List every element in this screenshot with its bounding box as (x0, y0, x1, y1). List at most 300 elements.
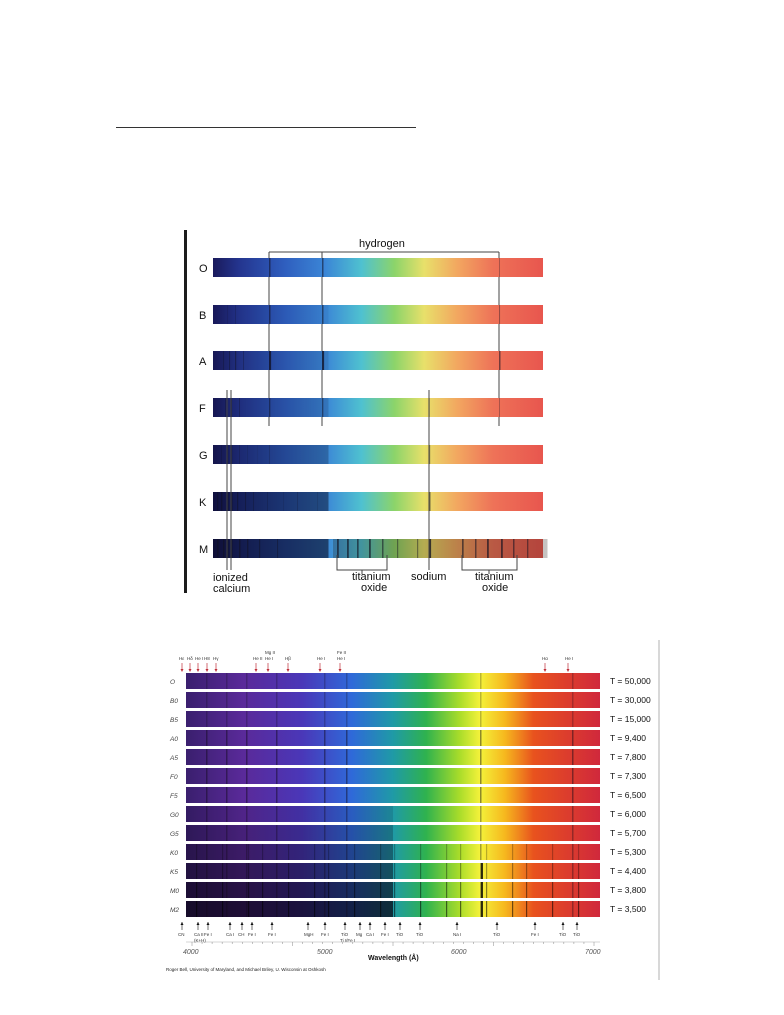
absorption-line (480, 749, 482, 765)
absorption-line (196, 882, 197, 898)
absorption-line (346, 749, 348, 765)
bottom-arrow-head (241, 922, 244, 925)
absorption-line (324, 806, 326, 822)
absorption-line (246, 825, 248, 841)
absorption-line (221, 492, 222, 511)
bottom-arrow-head (344, 922, 347, 925)
absorption-line (246, 692, 248, 708)
absorption-line (572, 692, 574, 708)
absorption-line (206, 730, 208, 746)
temperature-label: T = 5,300 (610, 847, 646, 857)
absorption-line (446, 863, 447, 879)
absorption-line (267, 492, 268, 511)
bottom-arrow-head (384, 922, 387, 925)
absorption-line (572, 844, 574, 860)
top-arrow-head (267, 669, 270, 672)
top-arrow-head (181, 669, 184, 672)
wavelength-axis-label: Wavelength (Å) (368, 955, 419, 962)
absorption-line (324, 730, 326, 746)
absorption-line (223, 351, 224, 370)
bottom-line-label: TiO (396, 932, 404, 937)
absorption-line (446, 844, 447, 860)
credit-text: Roger Bell, University of Maryland, and Michael Briley, U. Wisconsin at Oshkosh (166, 967, 326, 972)
absorption-line (276, 901, 278, 917)
bottom-line-label: Ca II (194, 932, 204, 937)
blue-darkening-M0 (186, 882, 393, 898)
temperature-label: T = 3,800 (610, 885, 646, 895)
spectrum-bar-O (213, 258, 543, 277)
absorption-line (346, 844, 348, 860)
absorption-line (239, 539, 241, 558)
sodium-line (481, 901, 483, 917)
top-line-label: Hδ (187, 656, 193, 661)
absorption-line (394, 863, 395, 879)
absorption-line (480, 711, 482, 727)
absorption-line (526, 844, 527, 860)
absorption-line (206, 806, 208, 822)
absorption-line (246, 749, 248, 765)
class-label-K: K (199, 497, 207, 509)
absorption-line (226, 787, 228, 803)
absorption-line (262, 863, 263, 879)
absorption-line (226, 825, 228, 841)
absorption-line (346, 863, 348, 879)
absorption-line (217, 539, 219, 558)
absorption-line (288, 882, 289, 898)
absorption-line (324, 749, 326, 765)
class-label-G5: G5 (170, 831, 179, 838)
class-label-O: O (199, 263, 208, 275)
absorption-line (526, 882, 527, 898)
class-label-B5: B5 (170, 717, 178, 724)
absorption-line (226, 711, 228, 727)
absorption-line (246, 768, 248, 784)
class-label-F0: F0 (170, 774, 178, 781)
absorption-line (206, 787, 208, 803)
absorption-line (226, 730, 228, 746)
absorption-line (480, 768, 482, 784)
bottom-arrow-head (229, 922, 232, 925)
absorption-line (314, 844, 315, 860)
absorption-line (248, 863, 249, 879)
top-line-label: H8 (204, 656, 210, 661)
absorption-line (460, 882, 461, 898)
absorption-line (206, 692, 208, 708)
absorption-line (246, 787, 248, 803)
blue-darkening-B (213, 305, 329, 324)
top-line-label: Hε (179, 656, 185, 661)
spectrum-row-B5 (186, 711, 600, 727)
absorption-line (288, 844, 289, 860)
top-arrow-head (567, 669, 570, 672)
bottom-arrow-head (251, 922, 254, 925)
absorption-line (247, 445, 248, 464)
absorption-line (578, 863, 579, 879)
class-label-A5: A5 (170, 755, 178, 762)
absorption-line (253, 492, 254, 511)
absorption-line (513, 539, 515, 558)
absorption-line (206, 673, 208, 689)
absorption-line (394, 844, 395, 860)
bottom-arrow-head (562, 922, 565, 925)
absorption-line (499, 258, 500, 277)
top-arrow-head (339, 669, 342, 672)
absorption-line (572, 673, 574, 689)
absorption-line (324, 863, 326, 879)
absorption-line (324, 901, 326, 917)
absorption-line (552, 901, 553, 917)
absorption-line (572, 787, 574, 803)
bottom-line-label: Fe I (248, 932, 256, 937)
absorption-line (394, 901, 395, 917)
bottom-line-label: Fe I (268, 932, 276, 937)
bottom-arrow-head (576, 922, 579, 925)
absorption-line (247, 539, 248, 558)
absorption-line (572, 882, 574, 898)
absorption-line (324, 673, 326, 689)
calcium-label: calcium (213, 583, 251, 593)
absorption-line (206, 901, 208, 917)
temperature-label: T = 5,700 (610, 828, 646, 838)
bottom-line-label: TiO (416, 932, 424, 937)
bottom-line-label: TiO (341, 932, 349, 937)
temperature-label: T = 6,500 (610, 790, 646, 800)
absorption-line (346, 882, 348, 898)
absorption-line (512, 882, 513, 898)
absorption-line (206, 711, 208, 727)
absorption-line (328, 844, 329, 860)
top-line-label: He I (337, 656, 346, 661)
top-line-label: He I (565, 656, 574, 661)
absorption-line (276, 787, 278, 803)
absorption-line (346, 711, 348, 727)
absorption-line (578, 844, 579, 860)
blue-darkening-M (213, 539, 329, 558)
absorption-line (226, 863, 228, 879)
absorption-line (246, 844, 248, 860)
absorption-line (572, 711, 574, 727)
absorption-line (354, 863, 355, 879)
spectrum-row-O (186, 673, 600, 689)
x-tick-label: 5000 (316, 949, 333, 956)
absorption-line (248, 901, 249, 917)
class-label-G0: G0 (170, 812, 179, 819)
temperature-label: T = 6,000 (610, 809, 646, 819)
temperature-label: T = 30,000 (610, 695, 651, 705)
absorption-line (346, 768, 348, 784)
absorption-line (480, 673, 482, 689)
bottom-arrow-head (419, 922, 422, 925)
absorption-line (226, 882, 228, 898)
absorption-line (397, 539, 398, 558)
m-band-darkening (333, 539, 548, 558)
absorption-line (446, 882, 447, 898)
header-rule (116, 127, 416, 128)
blue-darkening-K (213, 492, 329, 511)
blue-darkening-G5 (186, 825, 393, 841)
blue-darkening-K0 (186, 844, 393, 860)
absorption-line (245, 492, 246, 511)
class-label-O: O (170, 679, 176, 686)
absorption-line (226, 901, 228, 917)
absorption-line (480, 806, 482, 822)
absorption-line (572, 806, 574, 822)
absorption-line (226, 673, 228, 689)
titanium-label-1: titanium (352, 571, 391, 583)
bottom-line-label: TiO (573, 932, 581, 937)
absorption-line (420, 901, 421, 917)
absorption-line (460, 844, 461, 860)
oxide-label-1: oxide (361, 582, 388, 593)
x-tick-label: 7000 (585, 949, 601, 956)
top-arrow-head (544, 669, 547, 672)
absorption-line (235, 351, 236, 370)
absorption-line (480, 844, 482, 860)
absorption-line (297, 492, 298, 511)
bottom-line-label: TiO (493, 932, 501, 937)
absorption-line (328, 882, 329, 898)
absorption-line (276, 749, 278, 765)
absorption-line (227, 305, 228, 324)
absorption-line (346, 901, 348, 917)
absorption-line (246, 711, 248, 727)
absorption-line (237, 492, 238, 511)
absorption-line (346, 787, 348, 803)
top-arrow-head (215, 669, 218, 672)
absorption-line (246, 863, 248, 879)
absorption-line (226, 749, 228, 765)
absorption-line (346, 692, 348, 708)
absorption-line (420, 863, 421, 879)
absorption-line (460, 863, 461, 879)
bottom-arrow-head (534, 922, 537, 925)
absorption-line (269, 305, 271, 324)
spectral-classes-figure (184, 230, 554, 593)
class-label-F: F (199, 403, 206, 415)
bottom-line-label: Ca I (366, 932, 375, 937)
absorption-line (552, 863, 553, 879)
absorption-line (229, 351, 230, 370)
absorption-line (243, 351, 244, 370)
sodium-label: sodium (411, 571, 447, 583)
top-arrow-head (255, 669, 258, 672)
absorption-line (276, 825, 278, 841)
absorption-line (206, 882, 208, 898)
absorption-line (572, 863, 574, 879)
absorption-line (314, 901, 315, 917)
bottom-line-label: MgH (304, 932, 314, 937)
absorption-line (324, 711, 326, 727)
absorption-line (324, 882, 326, 898)
top-line-label: He I (195, 656, 204, 661)
blue-darkening-F (213, 398, 329, 417)
top-line-label: Hβ (285, 656, 291, 661)
bottom-line-label: Fe I (531, 932, 539, 937)
hydrogen-label: hydrogen (359, 238, 405, 250)
absorption-line (346, 673, 348, 689)
absorption-line (276, 882, 278, 898)
absorption-line (314, 863, 315, 879)
absorption-line (512, 901, 513, 917)
absorption-line (347, 539, 349, 558)
absorption-line (269, 351, 271, 370)
bottom-line-label: Fe I (204, 932, 212, 937)
absorption-line (480, 730, 482, 746)
absorption-line (324, 768, 326, 784)
absorption-line (382, 539, 384, 558)
absorption-line (226, 844, 228, 860)
absorption-line (222, 863, 223, 879)
absorption-line (486, 882, 487, 898)
temperature-label: T = 50,000 (610, 676, 651, 686)
absorption-line (322, 351, 324, 370)
absorption-line (480, 825, 482, 841)
absorption-line (226, 692, 228, 708)
absorption-line (239, 445, 240, 464)
bottom-arrow-head (456, 922, 459, 925)
class-label-K5: K5 (170, 869, 178, 876)
absorption-line (322, 258, 324, 277)
absorption-line (328, 901, 329, 917)
top-line-label: Hγ (213, 656, 219, 661)
bottom-arrow-head (197, 922, 200, 925)
absorption-line (486, 901, 487, 917)
absorption-line (206, 825, 208, 841)
blue-darkening-K5 (186, 863, 393, 879)
absorption-line (225, 398, 226, 417)
blue-darkening-G (213, 445, 329, 464)
bottom-line-label: Ca I (226, 932, 235, 937)
top-line-label: Hα (542, 656, 548, 661)
absorption-line (262, 882, 263, 898)
class-label-M: M (199, 544, 209, 556)
bottom-arrow-head (207, 922, 210, 925)
top-line-stacked-label: Mg II (265, 650, 276, 655)
bottom-sublabel: Ti I/Fe I (340, 938, 356, 943)
bottom-line-label: CH (238, 932, 245, 937)
class-label-G: G (199, 450, 208, 462)
absorption-line (269, 445, 270, 464)
absorption-line (354, 882, 355, 898)
absorption-line (246, 806, 248, 822)
temperature-spectra-figure (160, 640, 660, 980)
absorption-line (328, 863, 329, 879)
absorption-line (527, 539, 528, 558)
absorption-line (480, 787, 482, 803)
absorption-line (526, 863, 527, 879)
absorption-line (248, 844, 249, 860)
absorption-line (276, 768, 278, 784)
bottom-arrow-head (496, 922, 499, 925)
absorption-line (420, 882, 421, 898)
class-label-B0: B0 (170, 698, 178, 705)
absorption-line (480, 692, 482, 708)
absorption-line (380, 863, 381, 879)
ionized-label: ionized (213, 572, 248, 584)
absorption-line (206, 768, 208, 784)
absorption-line (512, 844, 513, 860)
temperature-label: T = 4,400 (610, 866, 646, 876)
bottom-arrow-head (324, 922, 327, 925)
absorption-line (324, 787, 326, 803)
absorption-line (346, 806, 348, 822)
absorption-line (288, 901, 289, 917)
absorption-line (322, 305, 324, 324)
bottom-line-label: Fe I (381, 932, 389, 937)
bottom-line-label: Na I (453, 932, 462, 937)
bottom-arrow-head (307, 922, 310, 925)
absorption-line (276, 730, 278, 746)
top-arrow-head (206, 669, 209, 672)
spectrum-row-A0 (186, 730, 600, 746)
spectrum-row-F0 (186, 768, 600, 784)
absorption-line (499, 305, 500, 324)
absorption-line (269, 398, 270, 417)
absorption-line (226, 768, 228, 784)
top-arrow-head (189, 669, 192, 672)
absorption-line (276, 844, 278, 860)
absorption-line (460, 901, 461, 917)
absorption-line (276, 711, 278, 727)
sodium-line (481, 863, 483, 879)
absorption-line (246, 673, 248, 689)
spectrum-row-A5 (186, 749, 600, 765)
absorption-line (246, 730, 248, 746)
absorption-line (369, 539, 371, 558)
absorption-line (276, 692, 278, 708)
class-label-M2: M2 (170, 907, 180, 914)
absorption-line (512, 863, 513, 879)
bottom-arrow-head (359, 922, 362, 925)
absorption-line (196, 863, 197, 879)
spectrum-row-B0 (186, 692, 600, 708)
bottom-line-label: TiO (559, 932, 567, 937)
bottom-line-label: Fe I (321, 932, 329, 937)
absorption-line (417, 539, 418, 558)
absorption-line (277, 539, 278, 558)
x-tick-label: 4000 (183, 949, 199, 956)
absorption-line (322, 398, 323, 417)
absorption-line (446, 901, 447, 917)
titanium-label-2: titanium (475, 571, 514, 583)
top-line-label: He II (253, 656, 263, 661)
absorption-line (501, 539, 503, 558)
absorption-line (572, 749, 574, 765)
absorption-line (420, 844, 421, 860)
bottom-line-label: Mg (356, 932, 363, 937)
absorption-line (572, 768, 574, 784)
absorption-line (248, 882, 249, 898)
absorption-line (357, 539, 359, 558)
temperature-label: T = 15,000 (610, 714, 651, 724)
absorption-line (578, 901, 579, 917)
sodium-line (481, 882, 483, 898)
absorption-line (487, 539, 489, 558)
class-label-M0: M0 (170, 888, 180, 895)
absorption-line (380, 882, 381, 898)
absorption-line (317, 492, 318, 511)
absorption-line (222, 844, 223, 860)
absorption-line (262, 844, 263, 860)
absorption-line (486, 863, 487, 879)
top-line-label: He I (317, 656, 326, 661)
absorption-line (324, 844, 326, 860)
absorption-line (288, 863, 289, 879)
spectrum-row-F5 (186, 787, 600, 803)
absorption-line (552, 882, 553, 898)
absorption-line (526, 901, 527, 917)
absorption-line (394, 882, 395, 898)
